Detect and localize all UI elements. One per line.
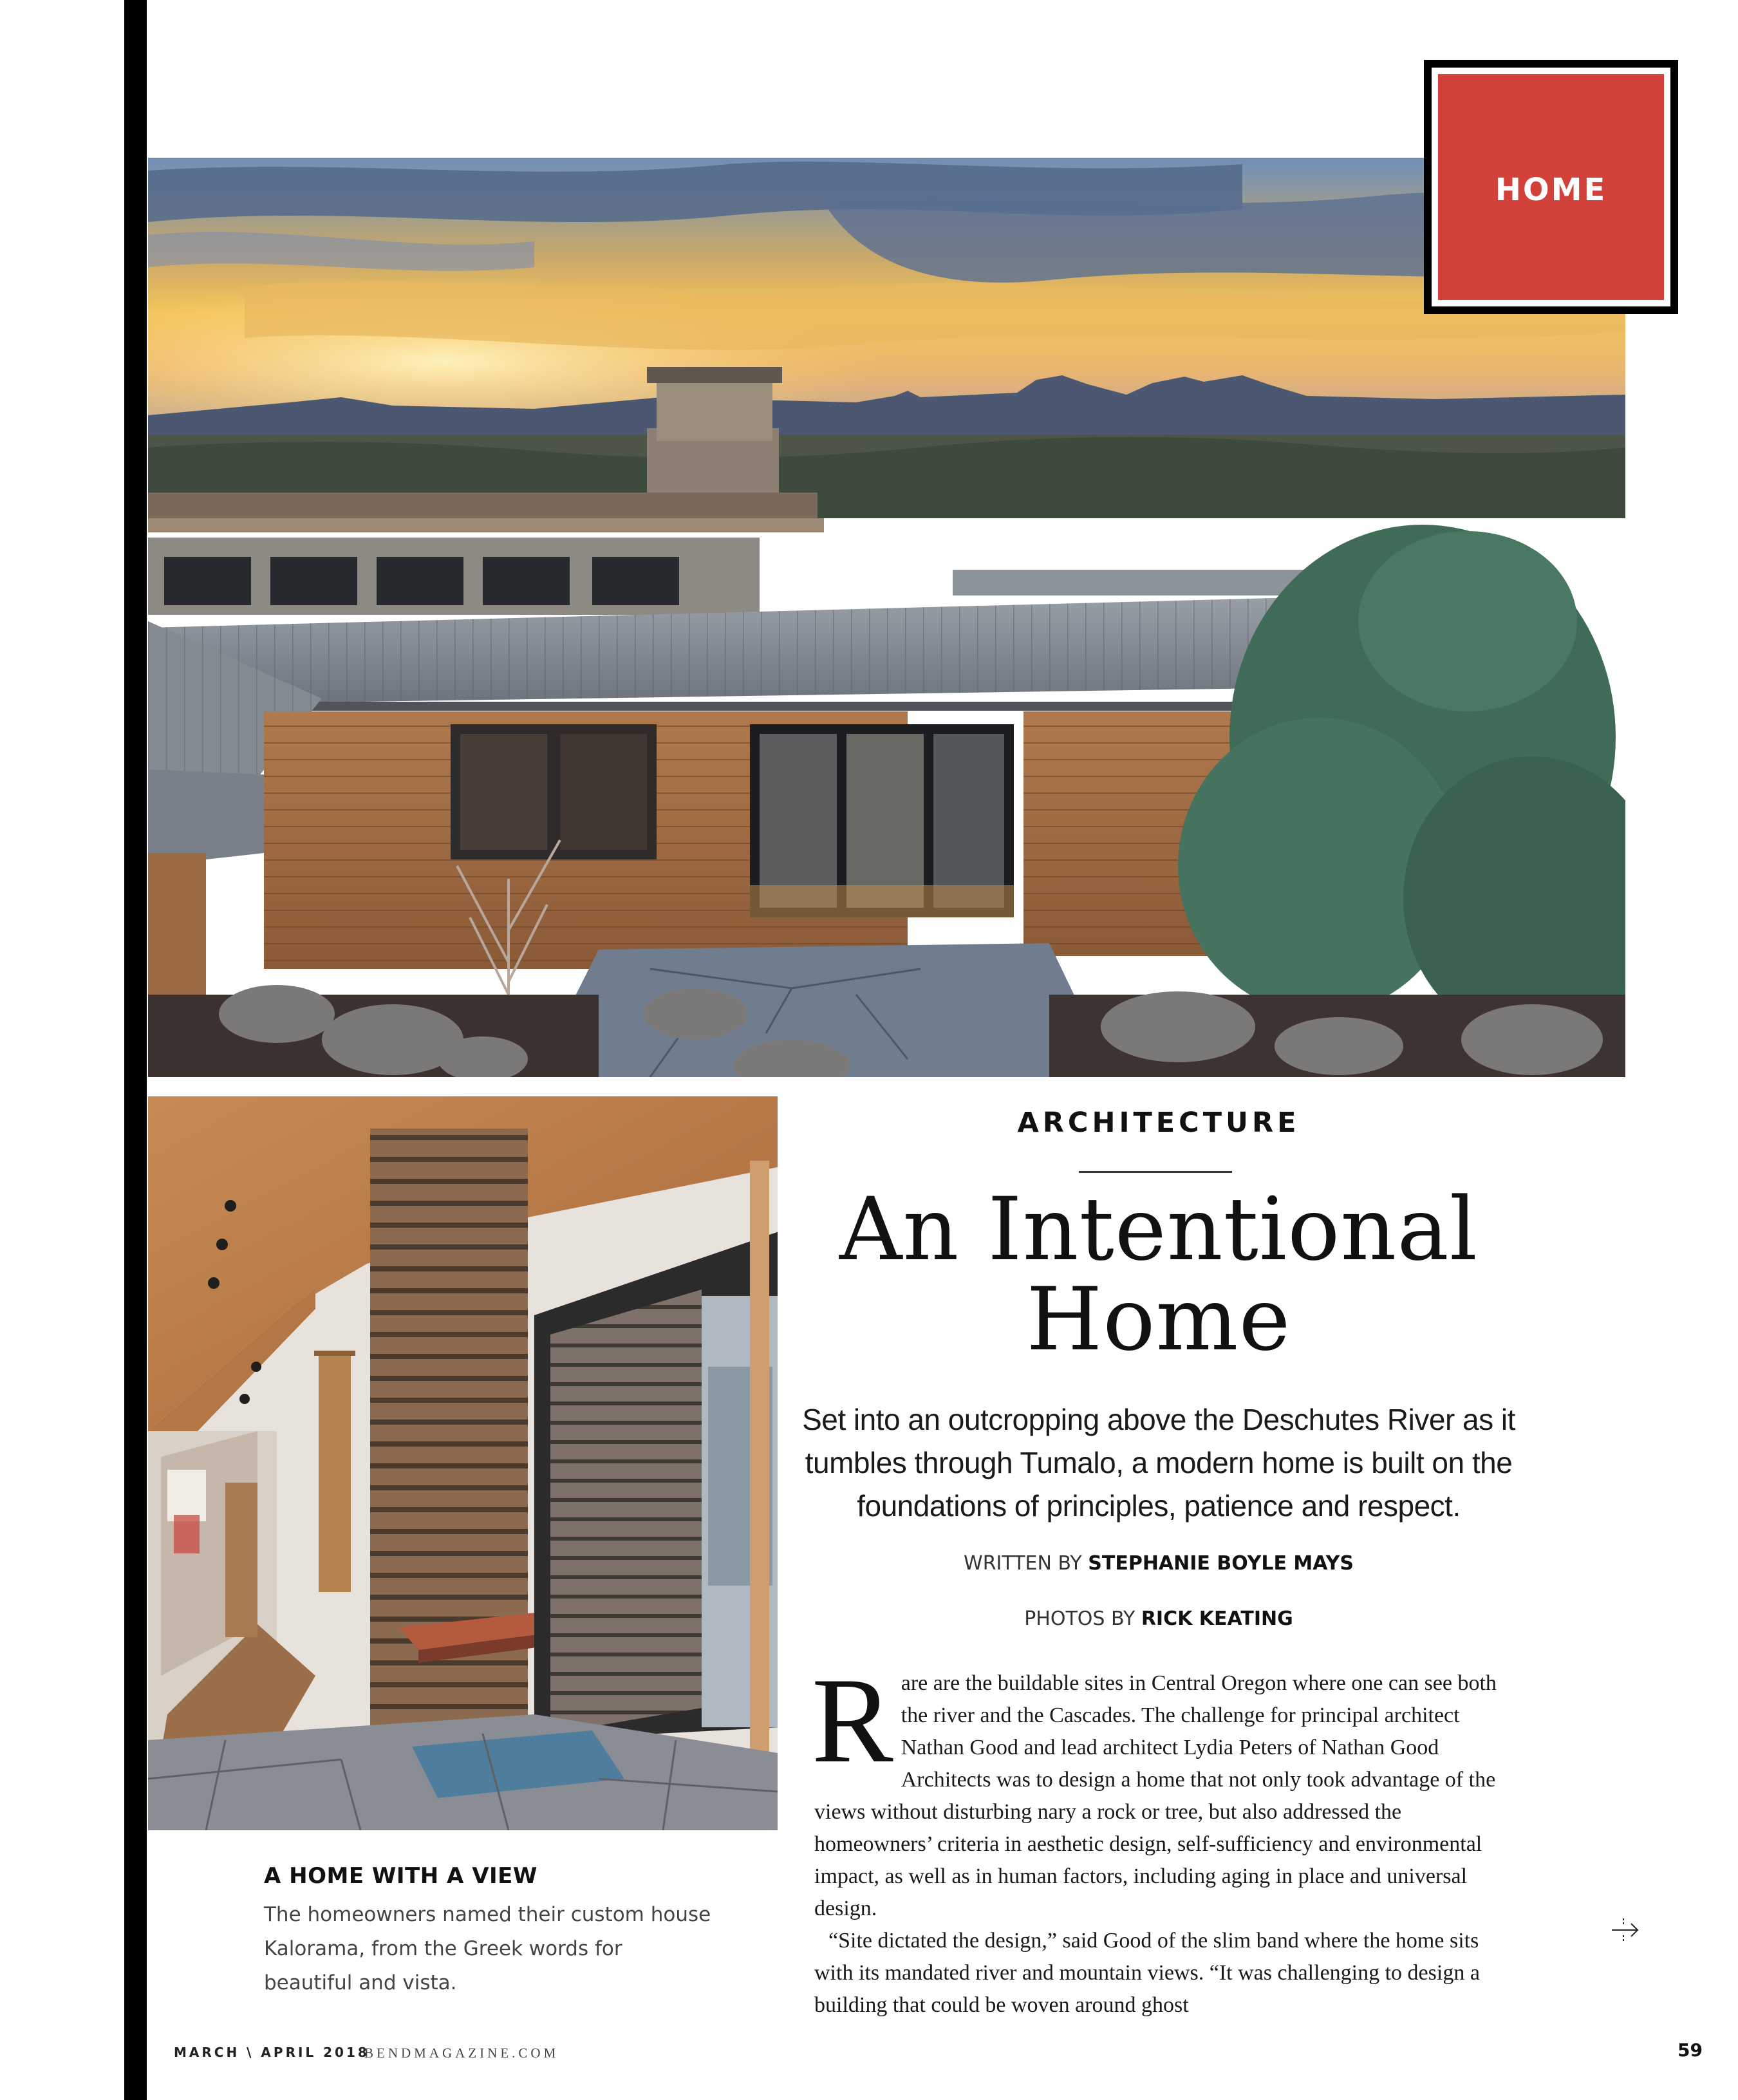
photo-credit-prefix: PHOTOS BY (1024, 1608, 1135, 1630)
photo-caption-title: A HOME WITH A VIEW (264, 1863, 537, 1889)
drop-cap: R (812, 1653, 893, 1788)
hero-photo (148, 158, 1625, 1077)
kicker-divider (1079, 1171, 1232, 1173)
section-badge (1424, 60, 1678, 314)
article-title-line-1: An Intentional (839, 1179, 1479, 1280)
article-title-line-2: Home (1026, 1269, 1291, 1370)
body-paragraph-1 (812, 1653, 1500, 1925)
article-body (812, 1653, 1500, 2021)
article-kicker: ARCHITECTURE (1017, 1107, 1300, 1139)
photo-credit (837, 1608, 1481, 1630)
author-credit-prefix: WRITTEN BY (964, 1552, 1082, 1575)
footer-issue-date: MARCH \ APRIL 2018 (174, 2045, 369, 2060)
section-badge-label: HOME (1495, 172, 1607, 208)
article-title (805, 1179, 1513, 1370)
body-paragraph-2: “Site dictated the design,” said Good of the slim band where the home sits with its mandated river and mountain views. “It was challenging to design a building that could be woven around ghost (814, 1929, 1480, 2017)
page-number: 59 (1677, 2039, 1703, 2061)
photo-caption-body: The homeowners named their custom house Kalorama, from the Greek words for beautiful and vista. (264, 1903, 711, 1994)
interior-photo (148, 1096, 778, 1830)
paragraph-1-text: are are the buildable sites in Central Oregon where one can see both the river and the Cascades. The challenge for principal architect Nathan Good and lead architect Lydia Peters of Nathan Good Architects was to design a home that not only took advantage of the views without disturbing nary a rock or tree, but also addressed the homeowners’ criteria in aesthetic design, self-sufficiency and environmental impact, as well as in human factors, including aging in place and universal design. (814, 1671, 1497, 1920)
photographer-name: RICK KEATING (1141, 1608, 1293, 1630)
article-deck: Set into an outcropping above the Deschutes River as it tumbles through Tumalo, a modern home is built on the foundations of principles, patience and respect. (802, 1403, 1515, 1523)
author-name: STEPHANIE BOYLE MAYS (1088, 1552, 1354, 1575)
page-spine-bar (124, 0, 147, 2100)
continue-arrow-icon (1609, 1916, 1641, 1944)
author-credit (837, 1552, 1481, 1575)
footer-website: BENDMAGAZINE.COM (364, 2045, 559, 2061)
